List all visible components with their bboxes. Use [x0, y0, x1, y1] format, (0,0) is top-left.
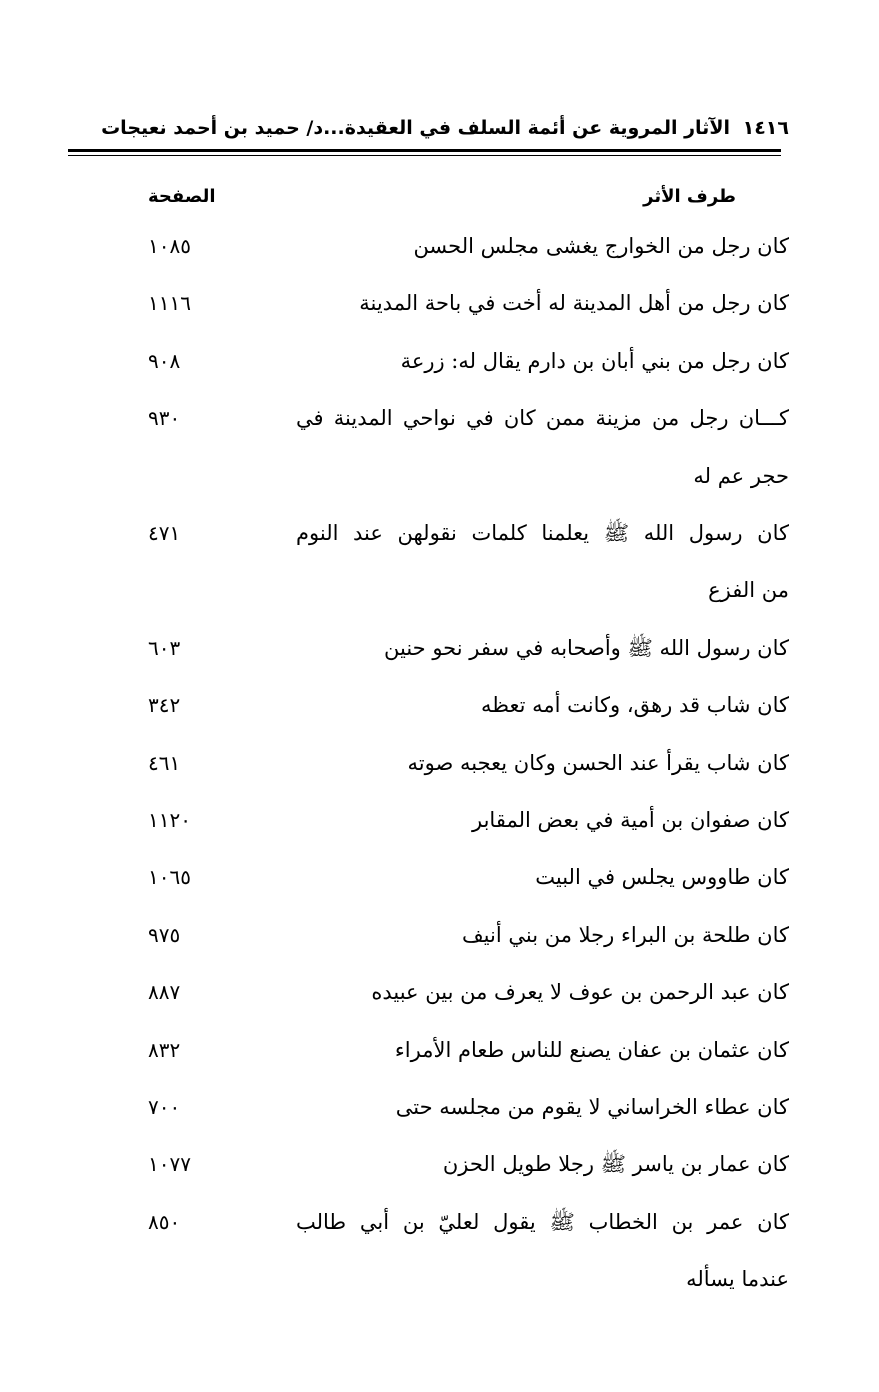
- entry-page-number: ٤٧١: [148, 521, 181, 545]
- entry-page-number: ٣٤٢: [148, 693, 181, 718]
- entry-text: كان رسول الله ﷺ يعلمنا كلمات نقولهن عند النوم: [296, 521, 789, 545]
- entry-text: كان طلحة بن البراء رجلا من بني أنيف: [461, 922, 789, 947]
- entry-text: كان شاب قد رهق، وكانت أمه تعظه: [480, 693, 789, 718]
- entry-page-number: ٨٣٢: [148, 1037, 181, 1062]
- entry-text: كان رجل من أهل المدينة له أخت في باحة المدينة: [359, 291, 789, 316]
- entry-page-number: ١٠٨٥: [148, 234, 191, 258]
- entry-text: كان رجل من بني أبان بن دارم يقال له: زرعة: [400, 348, 789, 373]
- entry-page-number: ٦٠٣: [148, 635, 181, 660]
- entry-page-number: ٨٨٧: [148, 980, 181, 1005]
- entry-text: كان عمار بن ياسر ﷺ رجلا طويل الحزن: [442, 1152, 789, 1177]
- page-number: ١٤١٦: [742, 117, 789, 139]
- entry-text: كان عمر بن الخطاب ﷺ يقول لعليّ بن أبي طالب: [296, 1209, 789, 1234]
- entry-page-number: ٤٦١: [148, 750, 181, 775]
- column-header-text: طرف الأثر: [643, 186, 736, 207]
- entry-text-continuation: من الفزع: [708, 578, 789, 603]
- entry-page-number: ١٠٦٥: [148, 865, 191, 890]
- column-header-page: الصفحة: [148, 186, 216, 207]
- running-title: الآثار المروية عن أئمة السلف في العقيدة...د/ حميد بن أحمد نعيجات: [101, 117, 730, 139]
- entry-text: كان رسول الله ﷺ وأصحابه في سفر نحو حنين: [384, 635, 789, 660]
- entry-page-number: ٧٠٠: [148, 1095, 181, 1119]
- entry-text: كان رجل من الخوارج يغشى مجلس الحسن: [413, 234, 789, 258]
- entry-page-number: ٩٣٠: [148, 406, 181, 431]
- entry-text-continuation: عندما يسأله: [686, 1267, 789, 1292]
- entry-text-continuation: حجر عم له: [693, 463, 789, 488]
- entry-text: كان صفوان بن أمية في بعض المقابر: [471, 808, 789, 832]
- entry-page-number: ١١٢٠: [148, 808, 191, 832]
- entry-text: كان عثمان بن عفان يصنع للناس طعام الأمراء: [394, 1037, 789, 1062]
- entry-text: كان عطاء الخراساني لا يقوم من مجلسه حتى: [395, 1095, 789, 1119]
- entry-page-number: ١١١٦: [148, 291, 191, 316]
- entry-page-number: ١٠٧٧: [148, 1152, 191, 1177]
- entry-page-number: ٩٠٨: [148, 348, 181, 373]
- entry-text: كان شاب يقرأ عند الحسن وكان يعجبه صوته: [407, 750, 789, 775]
- entry-text: كان طاووس يجلس في البيت: [535, 865, 789, 890]
- entry-page-number: ٨٥٠: [148, 1209, 181, 1234]
- entry-text: كـــان رجل من مزينة ممن كان في نواحي المدينة في: [296, 406, 790, 431]
- entry-text: كان عبد الرحمن بن عوف لا يعرف من بين عبيده: [371, 980, 789, 1005]
- entry-page-number: ٩٧٥: [148, 922, 181, 947]
